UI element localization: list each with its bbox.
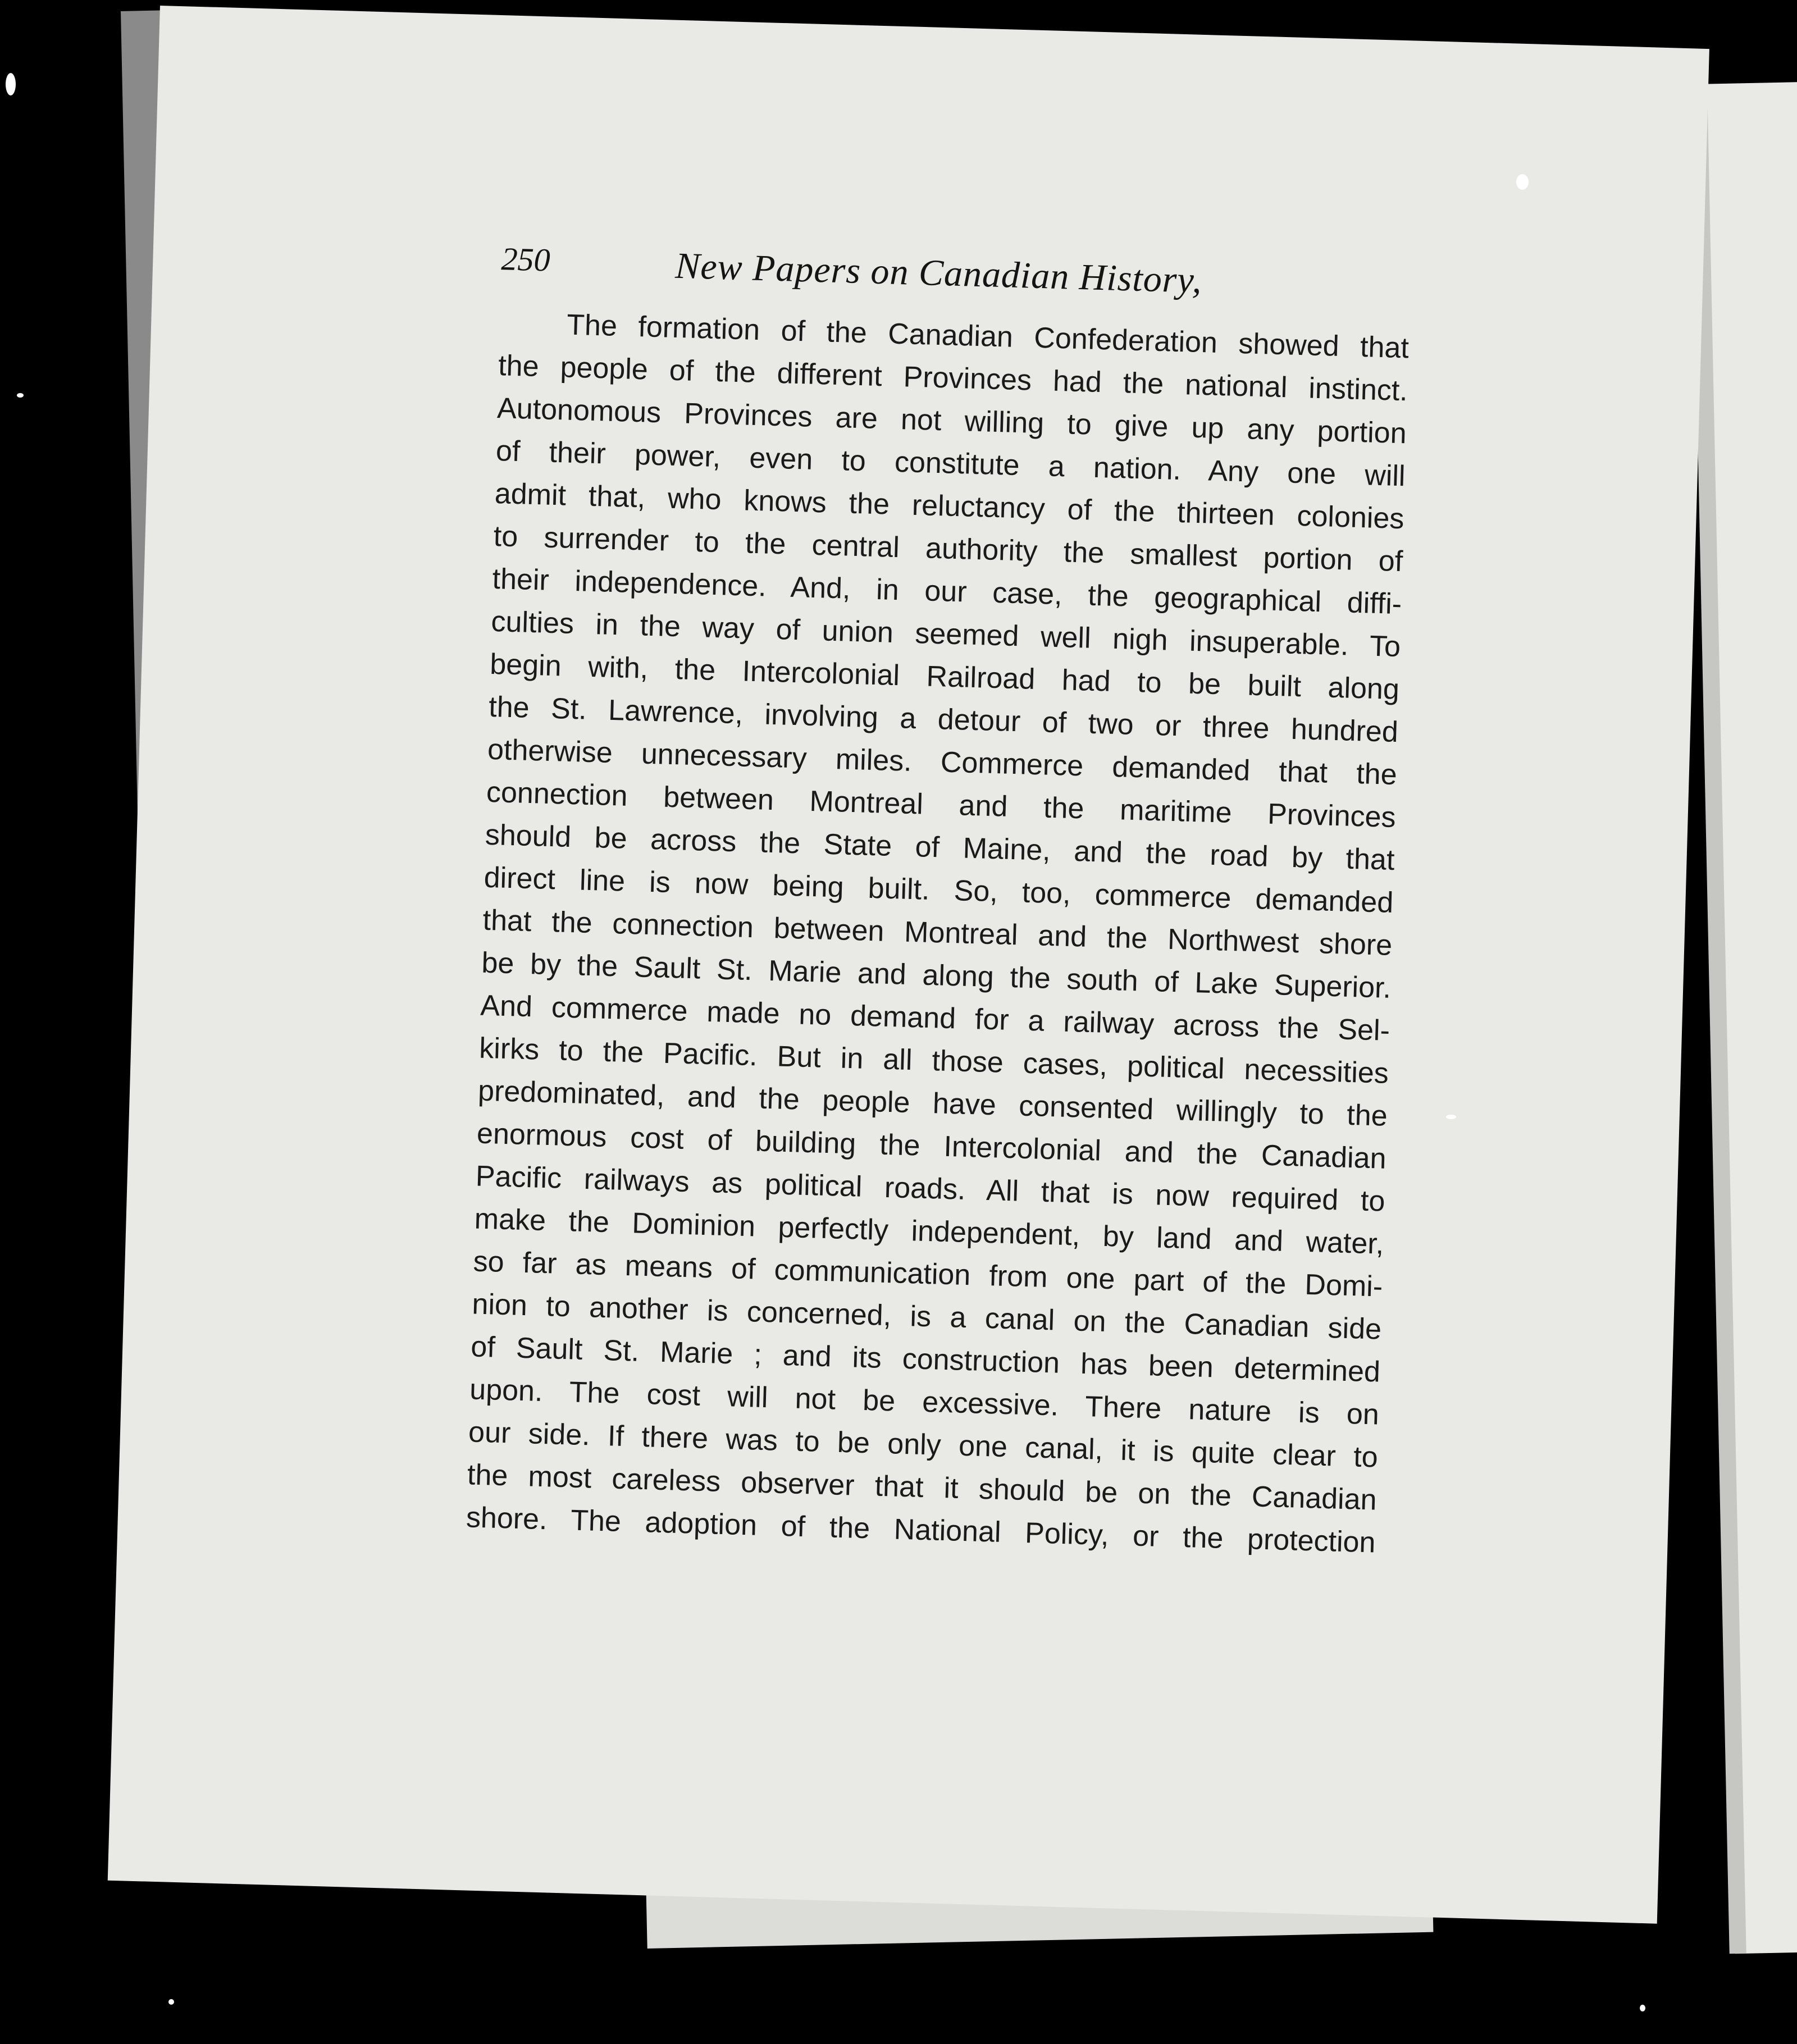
text-line: so far as means of communication from one part of the Domi-	[472, 1245, 1383, 1303]
text-line: should be across the State of Maine, and the road by that	[485, 818, 1395, 877]
text-line: make the Dominion perfectly independent, by land and water,	[474, 1202, 1385, 1261]
text-line: the people of the different Provinces had the national instinct.	[498, 349, 1408, 408]
text-line: enormous cost of building the Intercolonial and the Canadian	[476, 1117, 1387, 1175]
page-content	[466, 240, 1411, 1564]
page-number: 250	[500, 240, 551, 279]
text-line: the most careless observer that it should be on the Canadian	[467, 1458, 1378, 1517]
text-line: culties in the way of union seemed well nigh insuperable. To	[490, 605, 1401, 664]
scan-speck	[17, 393, 24, 398]
text-line: The formation of the Canadian Confederation showed that	[566, 308, 1410, 365]
text-line: be by the Sault St. Marie and along the south of Lake Superior.	[481, 946, 1392, 1005]
scan-speck	[168, 1999, 174, 2005]
text-line: to surrender to the central authority the smallest portion of	[493, 519, 1404, 578]
scan-speck	[1446, 1115, 1456, 1119]
text-line: predominated, and the people have consented willingly to the	[477, 1074, 1388, 1133]
body-paragraph	[466, 302, 1410, 1564]
text-line: direct line is now being built. So, too, commerce demanded	[484, 861, 1394, 919]
text-line: otherwise unnecessary miles. Commerce demanded that the	[487, 733, 1398, 792]
text-line: the St. Lawrence, involving a detour of two or three hundred	[488, 690, 1399, 749]
text-line: And commerce made no demand for a railway across the Sel-	[480, 989, 1390, 1047]
text-line: Pacific railways as political roads. All that is now required to	[475, 1160, 1386, 1218]
scan-speck	[1640, 2005, 1645, 2011]
text-line: our side. If there was to be only one canal, it is quite clear to	[468, 1416, 1379, 1474]
text-line: shore. The adoption of the National Policy, or the protection	[466, 1501, 1376, 1559]
text-line: their independence. And, in our case, the geographical diffi-	[491, 562, 1402, 621]
text-line: connection between Montreal and the maritime Provinces	[486, 775, 1397, 834]
text-line: nion to another is concerned, is a canal on the Canadian side	[471, 1288, 1382, 1346]
scan-speck	[6, 73, 16, 95]
text-line: of Sault St. Marie ; and its construction has been determined	[470, 1330, 1381, 1389]
text-line: begin with, the Intercolonial Railroad had to be built along	[489, 647, 1400, 706]
running-title: New Papers on Canadian History,	[674, 245, 1203, 301]
text-line: that the connection between Montreal and the Northwest shore	[482, 904, 1393, 962]
book-page	[108, 6, 1709, 1924]
text-line: admit that, who knows the reluctancy of the thirteen colonies	[494, 477, 1405, 536]
scan-speck	[1516, 174, 1529, 190]
text-line: upon. The cost will not be excessive. There nature is on	[469, 1373, 1380, 1431]
text-line: kirks to the Pacific. But in all those cases, political necessities	[478, 1032, 1389, 1090]
text-line: of their power, even to constitute a nation. Any one will	[495, 435, 1406, 493]
text-line: Autonomous Provinces are not willing to give up any portion	[496, 392, 1407, 450]
